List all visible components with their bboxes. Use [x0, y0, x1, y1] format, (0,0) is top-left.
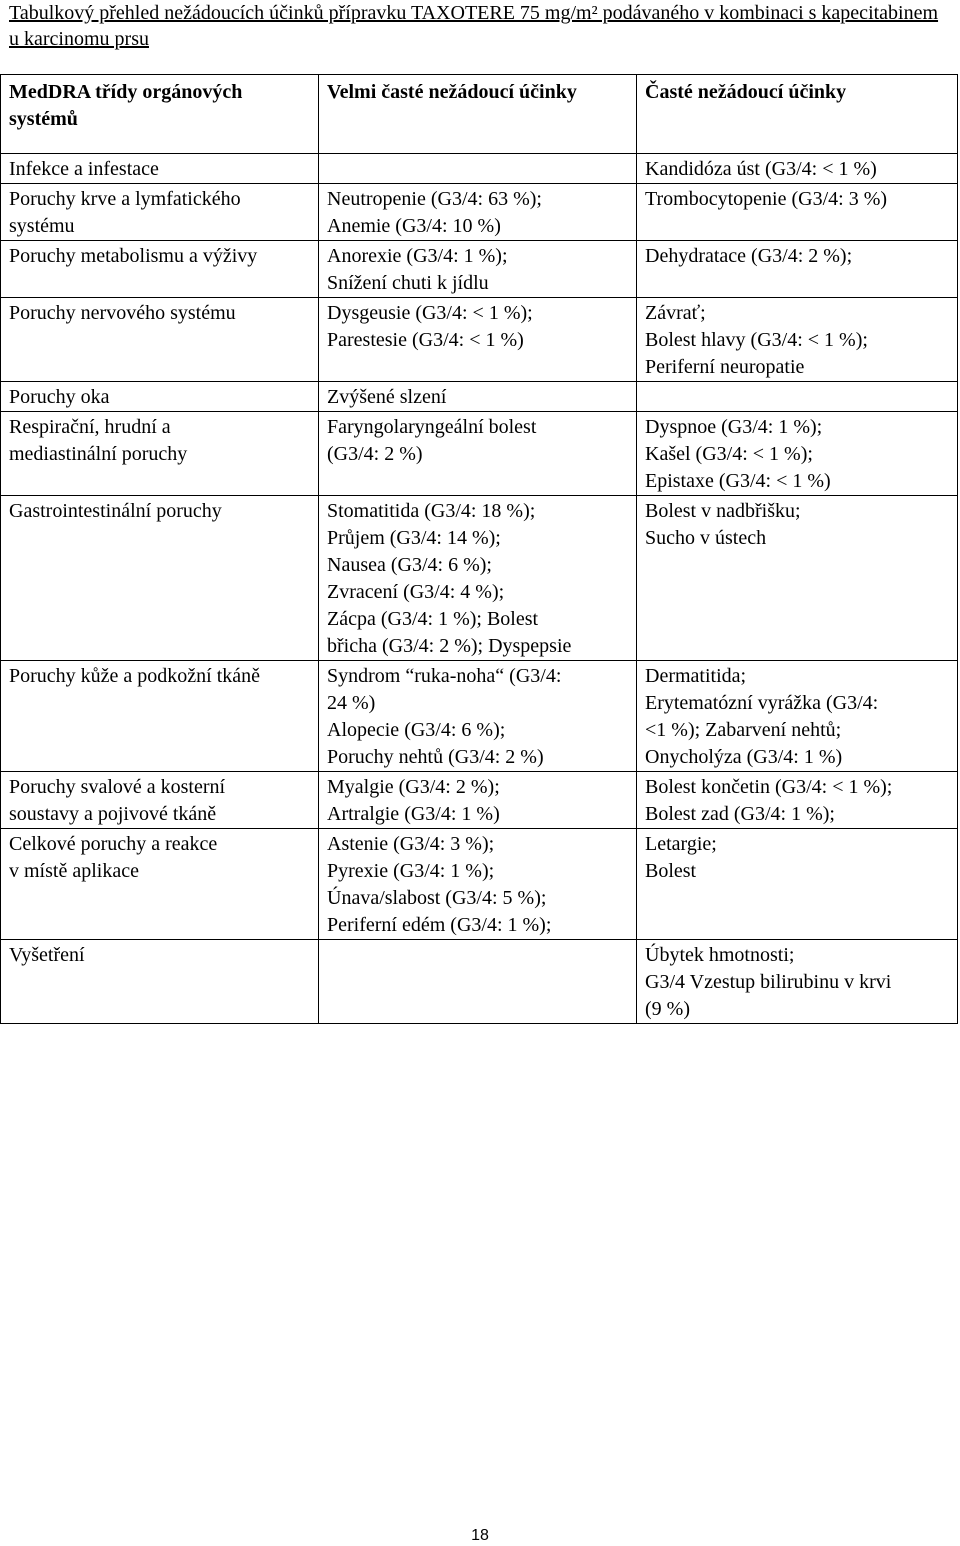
adverse-effects-table [0, 74, 958, 1024]
table-row [1, 184, 958, 241]
common-cell: Bolest končetin (G3/4: < 1 %); Bolest zad (G3/4: 1 %); [637, 772, 958, 829]
very-common-cell [319, 154, 637, 184]
table-row [1, 298, 958, 382]
organ-class-cell: Poruchy krve a lymfatického systému [1, 184, 319, 241]
common-cell: Letargie; Bolest [637, 829, 958, 940]
table-header-row [1, 75, 958, 154]
header-organ-class: MedDRA třídy orgánových systémů [1, 75, 319, 154]
common-cell: Trombocytopenie (G3/4: 3 %) [637, 184, 958, 241]
table-row [1, 829, 958, 940]
header-very-common: Velmi časté nežádoucí účinky [319, 75, 637, 154]
table-row [1, 496, 958, 661]
table-row [1, 241, 958, 298]
table-row [1, 772, 958, 829]
organ-class-cell: Poruchy kůže a podkožní tkáně [1, 661, 319, 772]
organ-class-cell: Vyšetření [1, 940, 319, 1024]
very-common-cell: Stomatitida (G3/4: 18 %); Průjem (G3/4: 14 %); Nausea (G3/4: 6 %); Zvracení (G3/4: 4 %); Zácpa (G3/4: 1 %); Bolest břicha (G3/4: 2 %); Dyspepsie [319, 496, 637, 661]
common-cell: Kandidóza úst (G3/4: < 1 %) [637, 154, 958, 184]
table-row [1, 382, 958, 412]
table-row [1, 154, 958, 184]
header-common: Časté nežádoucí účinky [637, 75, 958, 154]
very-common-cell: Myalgie (G3/4: 2 %); Artralgie (G3/4: 1 %) [319, 772, 637, 829]
table-row [1, 940, 958, 1024]
very-common-cell [319, 940, 637, 1024]
very-common-cell: Faryngolaryngeální bolest (G3/4: 2 %) [319, 412, 637, 496]
very-common-cell: Astenie (G3/4: 3 %); Pyrexie (G3/4: 1 %); Únava/slabost (G3/4: 5 %); Periferní edém (G3/4: 1 %); [319, 829, 637, 940]
common-cell: Bolest v nadbřišku; Sucho v ústech [637, 496, 958, 661]
table-row [1, 412, 958, 496]
very-common-cell: Zvýšené slzení [319, 382, 637, 412]
common-cell: Dehydratace (G3/4: 2 %); [637, 241, 958, 298]
common-cell: Úbytek hmotnosti; G3/4 Vzestup bilirubinu v krvi (9 %) [637, 940, 958, 1024]
organ-class-cell: Celkové poruchy a reakce v místě aplikace [1, 829, 319, 940]
very-common-cell: Anorexie (G3/4: 1 %); Snížení chuti k jídlu [319, 241, 637, 298]
common-cell: Dermatitida; Erytematózní vyrážka (G3/4: <1 %); Zabarvení nehtů; Onycholýza (G3/4: 1 %) [637, 661, 958, 772]
organ-class-cell: Poruchy metabolismu a výživy [1, 241, 319, 298]
organ-class-cell: Poruchy svalové a kosterní soustavy a pojivové tkáně [1, 772, 319, 829]
document-title: Tabulkový přehled nežádoucích účinků přípravku TAXOTERE 75 mg/m² podávaného v kombinaci s kapecitabinem u karcinomu prsu [9, 2, 939, 50]
common-cell: Závrať; Bolest hlavy (G3/4: < 1 %); Periferní neuropatie [637, 298, 958, 382]
very-common-cell: Syndrom “ruka-noha“ (G3/4: 24 %) Alopecie (G3/4: 6 %); Poruchy nehtů (G3/4: 2 %) [319, 661, 637, 772]
organ-class-cell: Respirační, hrudní a mediastinální poruchy [1, 412, 319, 496]
table-row [1, 661, 958, 772]
common-cell: Dyspnoe (G3/4: 1 %); Kašel (G3/4: < 1 %); Epistaxe (G3/4: < 1 %) [637, 412, 958, 496]
very-common-cell: Dysgeusie (G3/4: < 1 %); Parestesie (G3/4: < 1 %) [319, 298, 637, 382]
organ-class-cell: Infekce a infestace [1, 154, 319, 184]
organ-class-cell: Gastrointestinální poruchy [1, 496, 319, 661]
common-cell [637, 382, 958, 412]
organ-class-cell: Poruchy oka [1, 382, 319, 412]
organ-class-cell: Poruchy nervového systému [1, 298, 319, 382]
page-number: 18 [471, 1527, 489, 1544]
very-common-cell: Neutropenie (G3/4: 63 %); Anemie (G3/4: 10 %) [319, 184, 637, 241]
